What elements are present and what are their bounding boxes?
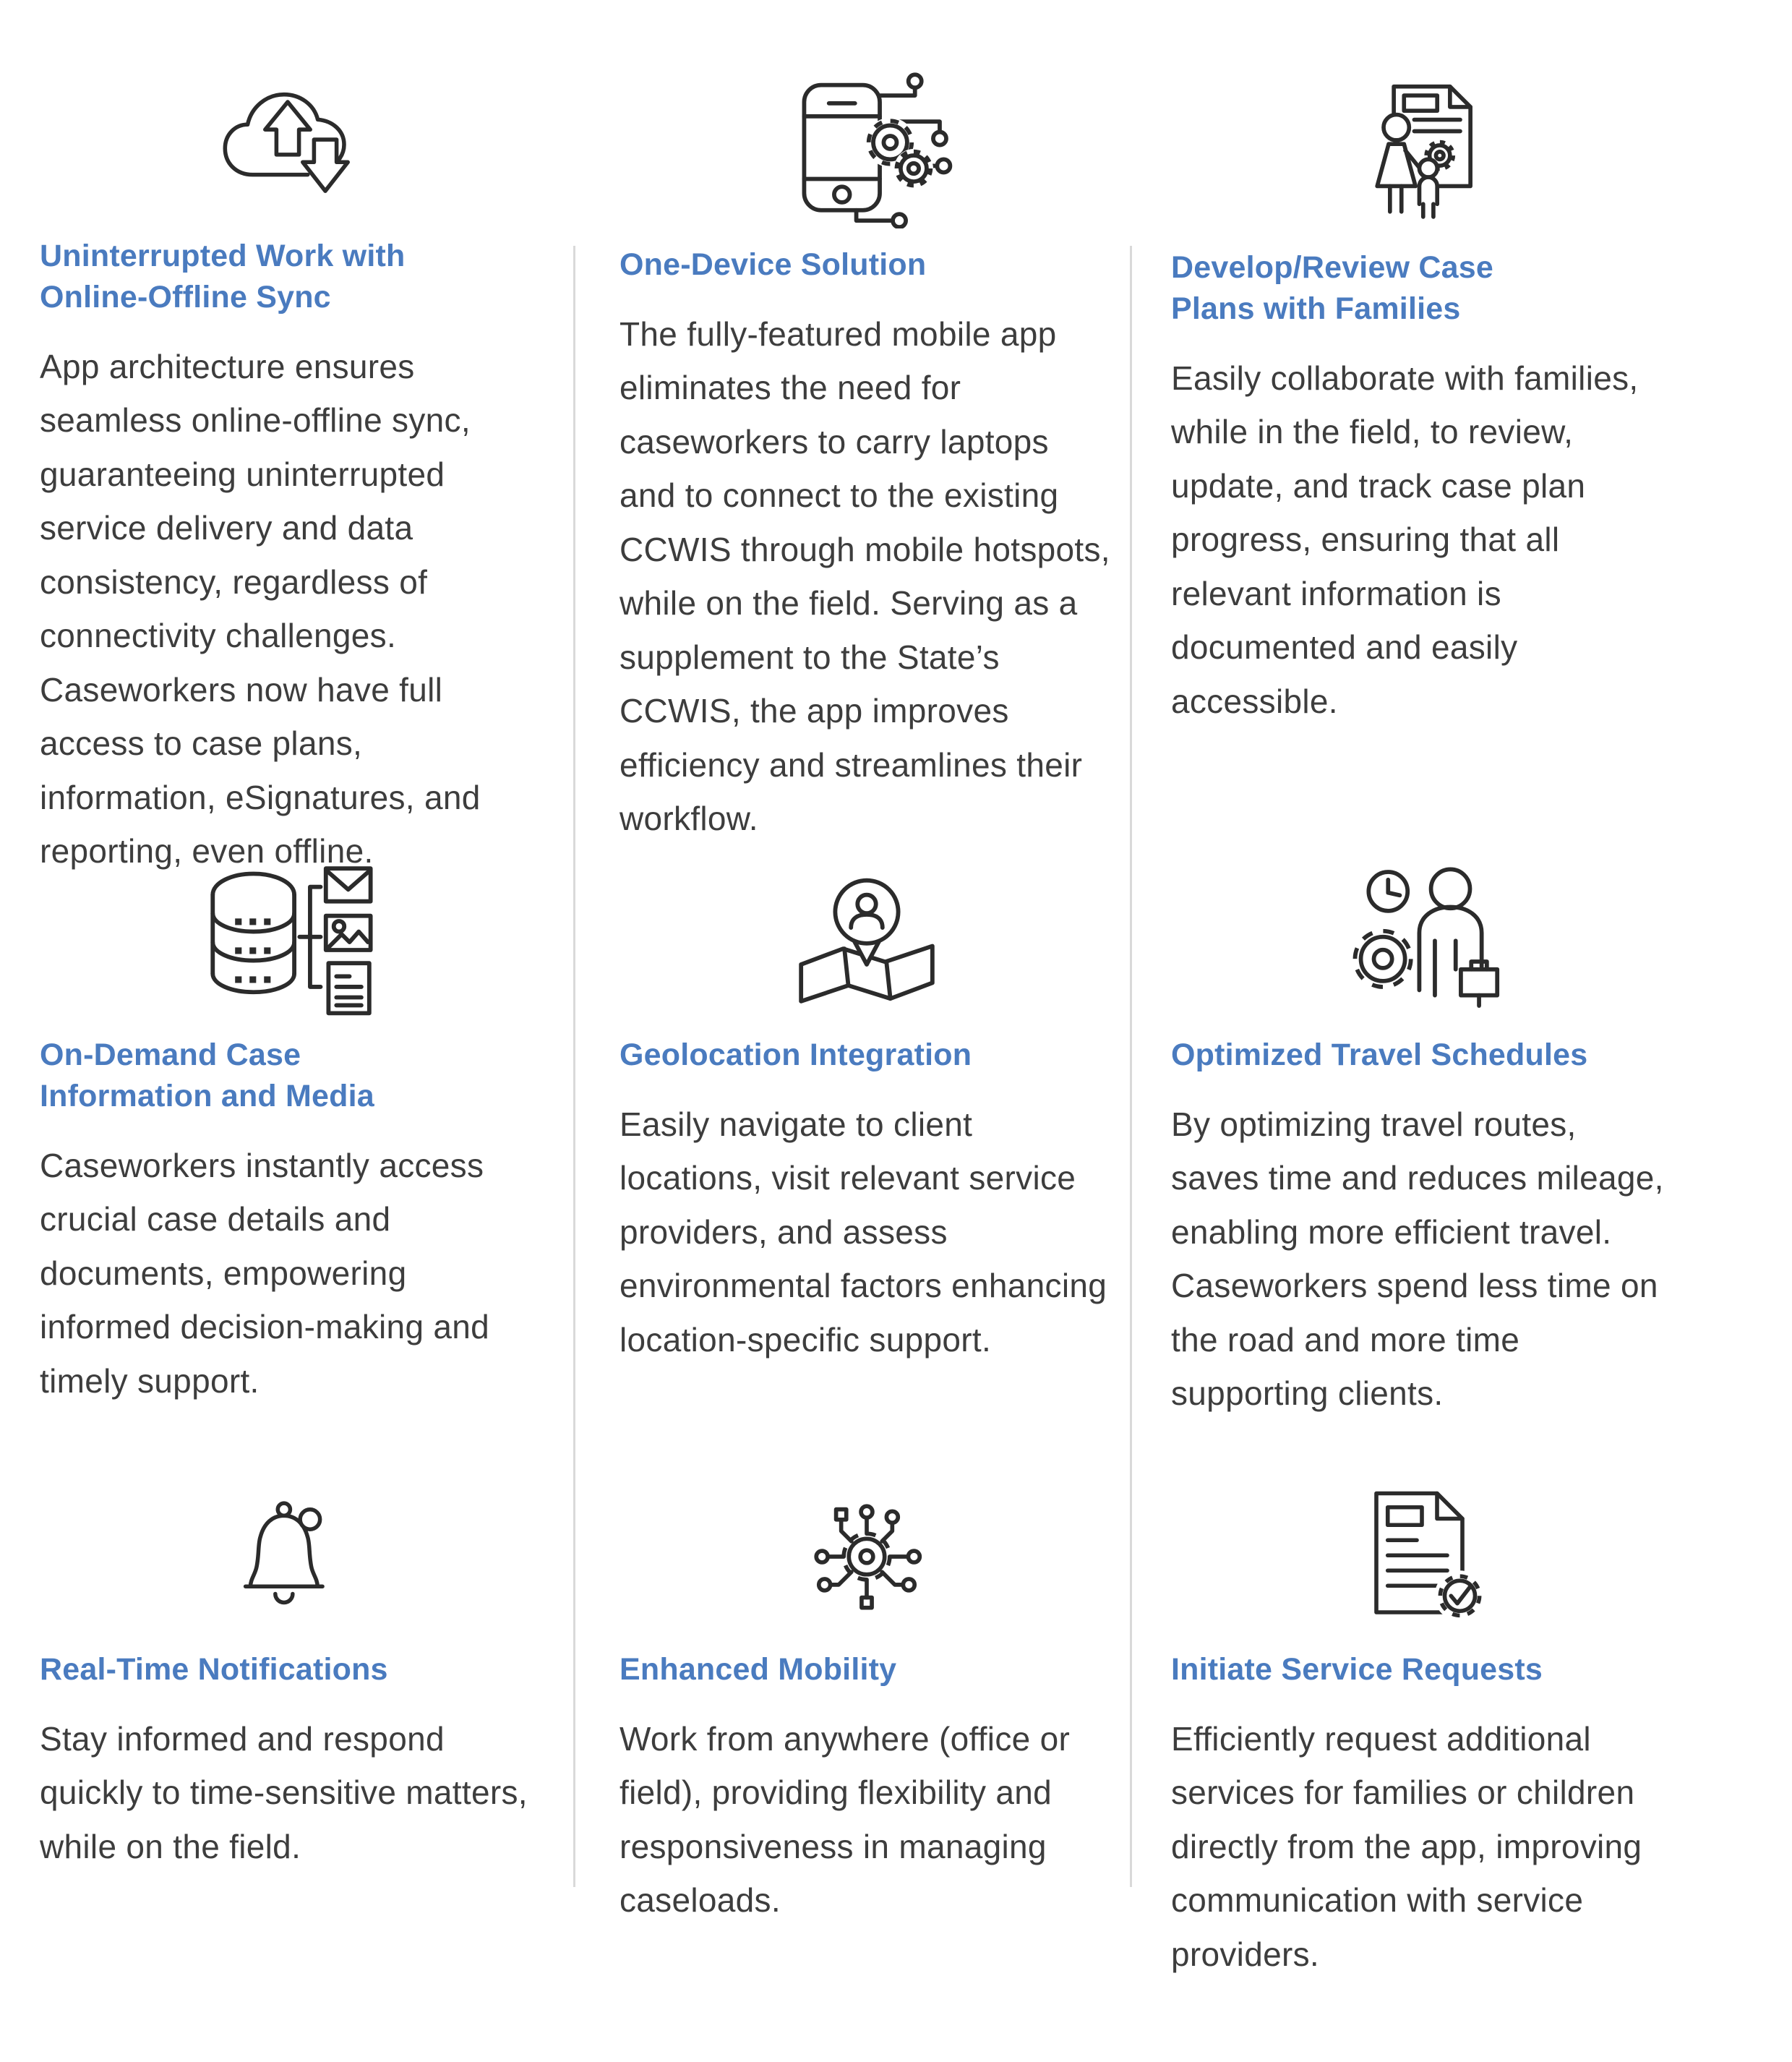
phone-gears-icon bbox=[620, 69, 1113, 228]
bell-icon bbox=[40, 1480, 535, 1633]
feature-title: Real-Time Notifications bbox=[40, 1652, 388, 1687]
family-document-icon bbox=[1171, 69, 1673, 231]
feature-body: By optimizing travel routes, saves time and reduces mileage, enabling more efficient travel. Caseworkers spend less time on the road and more time supporting clients. bbox=[1171, 1105, 1664, 1413]
feature-card-travel bbox=[1131, 842, 1792, 1464]
feature-title: Develop/Review Case Plans with Families bbox=[1171, 250, 1493, 326]
document-check-icon bbox=[1171, 1480, 1673, 1633]
feature-body: Work from anywhere (office or field), providing flexibility and responsiveness in managing caseloads. bbox=[620, 1719, 1071, 1920]
feature-title: Enhanced Mobility bbox=[620, 1652, 897, 1687]
database-media-icon bbox=[40, 852, 535, 1019]
feature-body: Caseworkers instantly access crucial case details and documents, empowering informed decision-making and timely support. bbox=[40, 1146, 490, 1400]
feature-card-one-device bbox=[575, 0, 1131, 842]
feature-body: Easily navigate to client locations, visit relevant service providers, and assess environmental factors enhancing location-specific support. bbox=[620, 1105, 1107, 1359]
feature-card-service-requests bbox=[1131, 1464, 1792, 2062]
feature-card-online-offline-sync bbox=[0, 0, 575, 870]
feature-title: On-Demand Case Information and Media bbox=[40, 1038, 374, 1113]
network-hub-icon bbox=[620, 1480, 1113, 1633]
feature-body: The fully-featured mobile app eliminates the need for caseworkers to carry laptops and to connect to the existing CCWIS through mobile hotspots, while on the field. Serving as a supplement to the State’s CCWIS, the app improves efficiency and streamlines their workflow. bbox=[620, 315, 1110, 838]
feature-body: Easily collaborate with families, while in the field, to review, update, and track case plan progress, ensuring that all relevant information is documented and easily accessible. bbox=[1171, 359, 1639, 720]
feature-title: Initiate Service Requests bbox=[1171, 1652, 1543, 1687]
cloud-sync-icon bbox=[40, 69, 535, 220]
feature-title: Uninterrupted Work with Online-Offline Sync bbox=[40, 239, 406, 315]
feature-body: Stay informed and respond quickly to time-sensitive matters, while on the field. bbox=[40, 1719, 528, 1865]
feature-card-mobility bbox=[575, 1464, 1131, 2062]
feature-card-case-plans bbox=[1131, 0, 1792, 842]
feature-title: One-Device Solution bbox=[620, 247, 927, 282]
feature-card-geolocation bbox=[575, 842, 1131, 1464]
feature-card-case-info bbox=[0, 842, 575, 1464]
feature-body: App architecture ensures seamless online-offline sync, guaranteeing uninterrupted service delivery and data consistency, regardless of connectivity challenges. Caseworkers now have full access to case plans, information, eSignatures, and reporting, even offline. bbox=[40, 347, 481, 870]
feature-title: Optimized Travel Schedules bbox=[1171, 1038, 1588, 1072]
feature-card-notifications bbox=[0, 1464, 575, 2062]
feature-body: Efficiently request additional services for families or children directly from the app, improving communication with service providers. bbox=[1171, 1719, 1642, 1973]
feature-title: Geolocation Integration bbox=[620, 1038, 972, 1072]
map-pin-icon bbox=[620, 852, 1113, 1019]
person-gear-clock-icon bbox=[1171, 852, 1673, 1019]
